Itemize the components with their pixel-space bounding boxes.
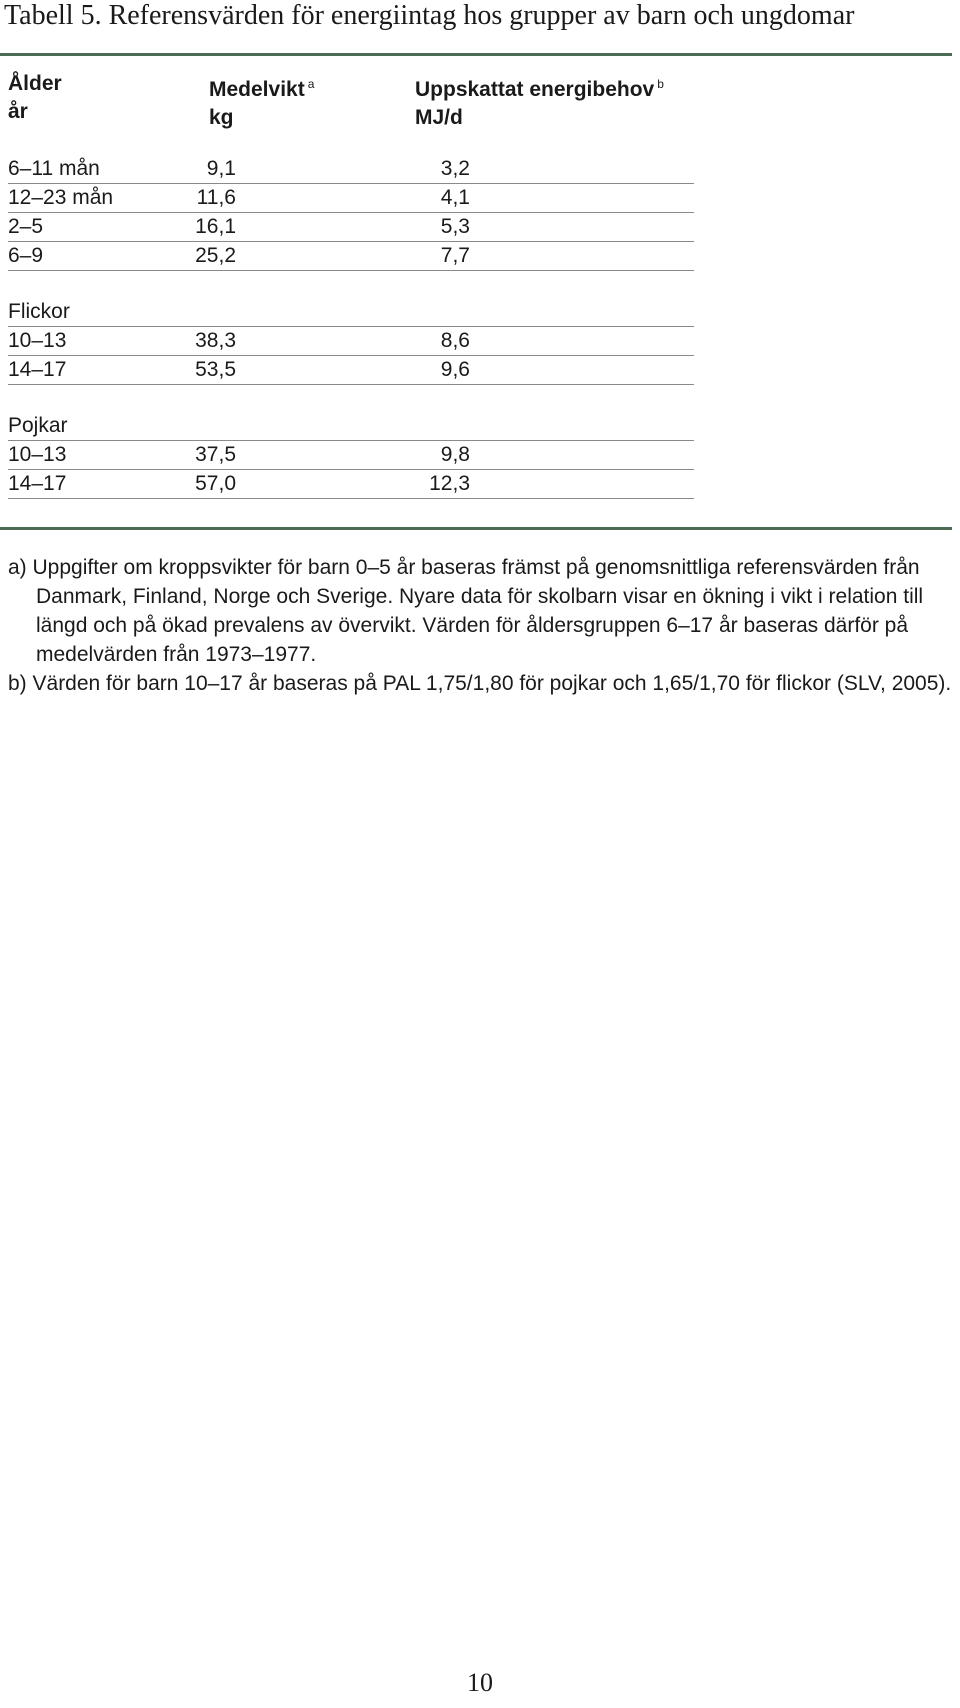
header-age bbox=[8, 70, 62, 126]
cell-weight: 53,5 bbox=[195, 358, 236, 381]
footnote-b: b) Värden för barn 10–17 år baseras på PAL 1,75/1,80 för pojkar och 1,65/1,70 för flickor (SLV, 2005). bbox=[8, 672, 952, 695]
table-row bbox=[8, 441, 694, 470]
table-row bbox=[8, 242, 694, 271]
footnotes bbox=[8, 553, 952, 698]
cell-weight: 57,0 bbox=[195, 472, 236, 495]
header-weight bbox=[209, 70, 314, 132]
cell-energy: 7,7 bbox=[440, 244, 470, 267]
table-row bbox=[8, 327, 694, 356]
group-label-row-girls bbox=[8, 298, 694, 327]
cell-weight: 16,1 bbox=[195, 215, 236, 238]
cell-weight: 38,3 bbox=[195, 329, 236, 352]
cell-age: 6–11 mån bbox=[8, 157, 100, 180]
cell-age: 14–17 bbox=[8, 472, 67, 495]
header-age-line1: Ålder bbox=[8, 72, 62, 95]
top-rule bbox=[0, 53, 952, 56]
header-weight-label: Medelvikt bbox=[209, 78, 305, 101]
table-title: Tabell 5. Referensvärden för energiintag hos grupper av barn och ungdomar bbox=[4, 0, 855, 31]
cell-weight: 25,2 bbox=[195, 244, 236, 267]
cell-energy: 4,1 bbox=[440, 186, 470, 209]
header-energy-line2: MJ/d bbox=[415, 106, 463, 129]
cell-energy: 12,3 bbox=[429, 472, 470, 495]
bottom-rule bbox=[0, 527, 952, 530]
header-energy bbox=[415, 70, 664, 132]
table-row bbox=[8, 213, 694, 242]
table-row bbox=[8, 470, 694, 499]
table-row bbox=[8, 356, 694, 385]
cell-weight: 11,6 bbox=[196, 186, 236, 209]
footnote-a: a) Uppgifter om kroppsvikter för barn 0–5 år baseras främst på genomsnittliga referensvärden från Danmark, Finland, Norge och Sverige. Nyare data för skolbarn visar en ökning i vikt i relation till längd och på ökad prevalens av övervikt. Värden för åldersgruppen 6–17 år baseras därför på medelvärden från 1973–1977. bbox=[8, 556, 924, 666]
cell-energy: 8,6 bbox=[440, 329, 470, 352]
table-row bbox=[8, 155, 694, 184]
cell-energy: 3,2 bbox=[440, 157, 470, 180]
cell-energy: 5,3 bbox=[440, 215, 470, 238]
cell-energy: 9,8 bbox=[440, 443, 470, 466]
header-age-line2: år bbox=[8, 100, 28, 123]
cell-age: 6–9 bbox=[8, 244, 44, 267]
cell-age: 10–13 bbox=[8, 443, 67, 466]
header-energy-footnote-mark: b bbox=[657, 77, 664, 91]
group-label-girls: Flickor bbox=[8, 300, 70, 323]
cell-weight: 9,1 bbox=[206, 157, 236, 180]
header-energy-label: Uppskattat energibehov bbox=[415, 78, 655, 101]
header-weight-footnote-mark: a bbox=[307, 77, 315, 91]
cell-age: 12–23 mån bbox=[8, 186, 114, 209]
cell-age: 14–17 bbox=[8, 358, 67, 381]
cell-age: 2–5 bbox=[8, 215, 44, 238]
cell-weight: 37,5 bbox=[195, 443, 236, 466]
header-energy-line1 bbox=[415, 70, 664, 104]
table-row bbox=[8, 184, 694, 213]
group-label-row-boys bbox=[8, 412, 694, 441]
header-weight-line1 bbox=[209, 70, 314, 104]
group-label-boys: Pojkar bbox=[8, 414, 68, 437]
cell-energy: 9,6 bbox=[440, 358, 470, 381]
header-weight-line2: kg bbox=[209, 106, 234, 129]
cell-age: 10–13 bbox=[8, 329, 67, 352]
page-number: 10 bbox=[467, 1668, 493, 1697]
